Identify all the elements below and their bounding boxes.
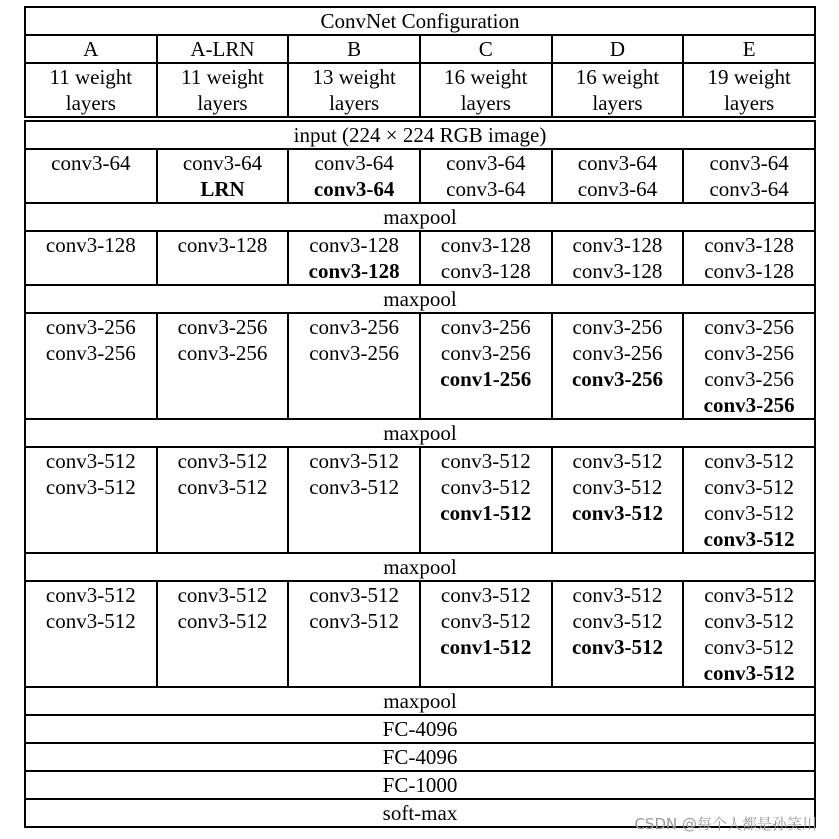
depth-text: 13 weight [312, 65, 396, 89]
layer-text: conv3-512 [45, 449, 136, 473]
shared-layer-cell: soft-max [25, 799, 815, 827]
layer-row [25, 687, 815, 715]
layer-cell [420, 581, 552, 687]
layer-cell [683, 231, 815, 285]
layer-text: conv3-256 [703, 393, 795, 417]
layer-text: conv3-512 [703, 527, 795, 551]
layer-cell [683, 447, 815, 553]
layer-text: conv3-512 [177, 583, 268, 607]
depth-text: layers [197, 91, 248, 115]
layer-text: conv3-512 [571, 635, 663, 659]
layer-cell [683, 313, 815, 419]
column-header-e: E [683, 35, 815, 63]
layer-row [25, 285, 815, 313]
layer-cell [25, 581, 157, 687]
layer-row [25, 771, 815, 799]
layer-text: conv3-128 [704, 233, 795, 257]
depth-text: layers [460, 91, 511, 115]
depth-text: layers [592, 91, 643, 115]
layer-text: conv3-512 [177, 475, 268, 499]
layer-cell [420, 149, 552, 203]
layer-text: conv3-512 [45, 583, 136, 607]
layer-text: conv3-512 [572, 449, 663, 473]
layer-cell [288, 313, 420, 419]
layer-row [25, 419, 815, 447]
layer-cell [552, 581, 684, 687]
layer-text: conv3-64 [182, 151, 263, 175]
depth-cell [25, 63, 157, 117]
layer-text: conv3-512 [45, 475, 136, 499]
layer-row [25, 121, 815, 149]
layer-text: conv3-128 [704, 259, 795, 283]
shared-layer-cell: maxpool [25, 687, 815, 715]
layer-cell [157, 447, 289, 553]
layer-cell [683, 581, 815, 687]
conv-block-row [25, 447, 815, 553]
layer-cell [552, 231, 684, 285]
layer-text: conv3-256 [177, 341, 268, 365]
layer-text: conv3-512 [704, 475, 795, 499]
layer-text: conv3-128 [177, 233, 268, 257]
depth-cell [420, 63, 552, 117]
layer-text: conv3-256 [704, 315, 795, 339]
layer-text: conv3-512 [440, 583, 531, 607]
layer-row [25, 743, 815, 771]
layer-cell [288, 447, 420, 553]
layer-text: conv3-256 [309, 341, 400, 365]
column-header-a: A [25, 35, 157, 63]
shared-layer-cell: maxpool [25, 419, 815, 447]
layer-text: conv3-512 [177, 449, 268, 473]
layer-cell [25, 313, 157, 419]
layer-text: conv3-256 [572, 315, 663, 339]
layer-text: conv3-128 [440, 233, 531, 257]
depth-text: layers [724, 91, 775, 115]
layer-text: conv3-256 [309, 315, 400, 339]
depth-text: 19 weight [707, 65, 791, 89]
layer-text: conv3-512 [309, 609, 400, 633]
layer-text: conv3-512 [440, 475, 531, 499]
layer-cell [157, 313, 289, 419]
conv-block-row [25, 581, 815, 687]
layer-text: conv1-256 [440, 367, 532, 391]
shared-layer-cell: input (224 × 224 RGB image) [25, 121, 815, 149]
layer-text: conv3-128 [440, 259, 531, 283]
layer-text: conv3-512 [440, 449, 531, 473]
layer-text: conv3-512 [309, 449, 400, 473]
layer-cell [420, 231, 552, 285]
layer-text: LRN [200, 177, 245, 201]
depth-cell [288, 63, 420, 117]
layer-text: conv3-64 [446, 177, 526, 201]
table-title: ConvNet Configuration [25, 7, 815, 35]
shared-layer-cell: maxpool [25, 553, 815, 581]
layer-text: conv3-512 [572, 475, 663, 499]
layer-cell [683, 149, 815, 203]
shared-layer-cell: FC-4096 [25, 715, 815, 743]
depth-text: 11 weight [49, 65, 133, 89]
layer-cell [288, 581, 420, 687]
layer-text: conv3-256 [45, 341, 136, 365]
shared-layer-cell: FC-1000 [25, 771, 815, 799]
layer-text: conv3-256 [571, 367, 663, 391]
depth-text: layers [65, 91, 116, 115]
layer-cell [25, 149, 157, 203]
layer-row [25, 553, 815, 581]
layer-text: conv3-512 [704, 449, 795, 473]
layer-text: conv3-64 [51, 151, 131, 175]
layer-text: conv3-512 [177, 609, 268, 633]
layer-text: conv3-512 [309, 583, 400, 607]
column-header-a-lrn: A-LRN [157, 35, 289, 63]
layer-text: conv3-512 [572, 583, 663, 607]
layer-cell [420, 313, 552, 419]
layer-cell [157, 231, 289, 285]
layer-row [25, 203, 815, 231]
layer-text: conv3-128 [572, 259, 663, 283]
depth-text: 11 weight [181, 65, 264, 89]
layer-cell [552, 149, 684, 203]
depth-cell [552, 63, 684, 117]
layer-cell [288, 231, 420, 285]
column-header-b: B [288, 35, 420, 63]
watermark: CSDN @每个人都是孙笑川 [634, 815, 817, 833]
layer-text: conv3-128 [45, 233, 136, 257]
layer-text: conv3-64 [709, 177, 789, 201]
layer-text: conv3-512 [704, 583, 795, 607]
layer-text: conv3-512 [704, 501, 795, 525]
layer-text: conv3-512 [309, 475, 400, 499]
layer-text: conv3-512 [571, 501, 663, 525]
layer-text: conv3-512 [704, 635, 795, 659]
layer-text: conv3-512 [704, 609, 795, 633]
layer-cell [25, 231, 157, 285]
conv-block-row [25, 231, 815, 285]
depth-text: 16 weight [444, 65, 528, 89]
depth-text: layers [329, 91, 380, 115]
layer-cell [288, 149, 420, 203]
layer-cell [157, 581, 289, 687]
layer-text: conv3-256 [572, 341, 663, 365]
shared-layer-cell: FC-4096 [25, 743, 815, 771]
layer-text: conv3-256 [45, 315, 136, 339]
layer-text: conv3-512 [703, 661, 795, 685]
depth-cell [157, 63, 289, 117]
layer-text: conv3-64 [709, 151, 789, 175]
layer-text: conv3-256 [704, 341, 795, 365]
conv-block-row [25, 313, 815, 419]
depth-cell [683, 63, 815, 117]
layer-text: conv3-256 [704, 367, 795, 391]
config-body-table [24, 120, 816, 828]
layer-text: conv1-512 [440, 501, 532, 525]
layer-text: conv3-64 [577, 177, 658, 201]
layer-text: conv3-256 [177, 315, 268, 339]
layer-row [25, 715, 815, 743]
layer-text: conv1-512 [440, 635, 532, 659]
shared-layer-cell: maxpool [25, 203, 815, 231]
column-header-c: C [420, 35, 552, 63]
layer-text: conv3-256 [440, 315, 531, 339]
layer-text: conv3-128 [572, 233, 663, 257]
layer-text: conv3-64 [446, 151, 526, 175]
conv-block-row [25, 149, 815, 203]
layer-cell [552, 313, 684, 419]
layer-cell [420, 447, 552, 553]
column-header-d: D [552, 35, 684, 63]
shared-layer-cell: maxpool [25, 285, 815, 313]
layer-text: conv3-512 [45, 609, 136, 633]
layer-cell [25, 447, 157, 553]
layer-cell [157, 149, 289, 203]
depth-text: 16 weight [575, 65, 660, 89]
layer-text: conv3-512 [572, 609, 663, 633]
layer-text: conv3-128 [308, 259, 400, 283]
config-header-table [24, 6, 816, 118]
layer-text: conv3-64 [314, 151, 394, 175]
layer-text: conv3-512 [440, 609, 531, 633]
layer-text: conv3-64 [313, 177, 395, 201]
layer-text: conv3-256 [440, 341, 531, 365]
layer-text: conv3-64 [577, 151, 658, 175]
layer-text: conv3-128 [309, 233, 400, 257]
layer-cell [552, 447, 684, 553]
